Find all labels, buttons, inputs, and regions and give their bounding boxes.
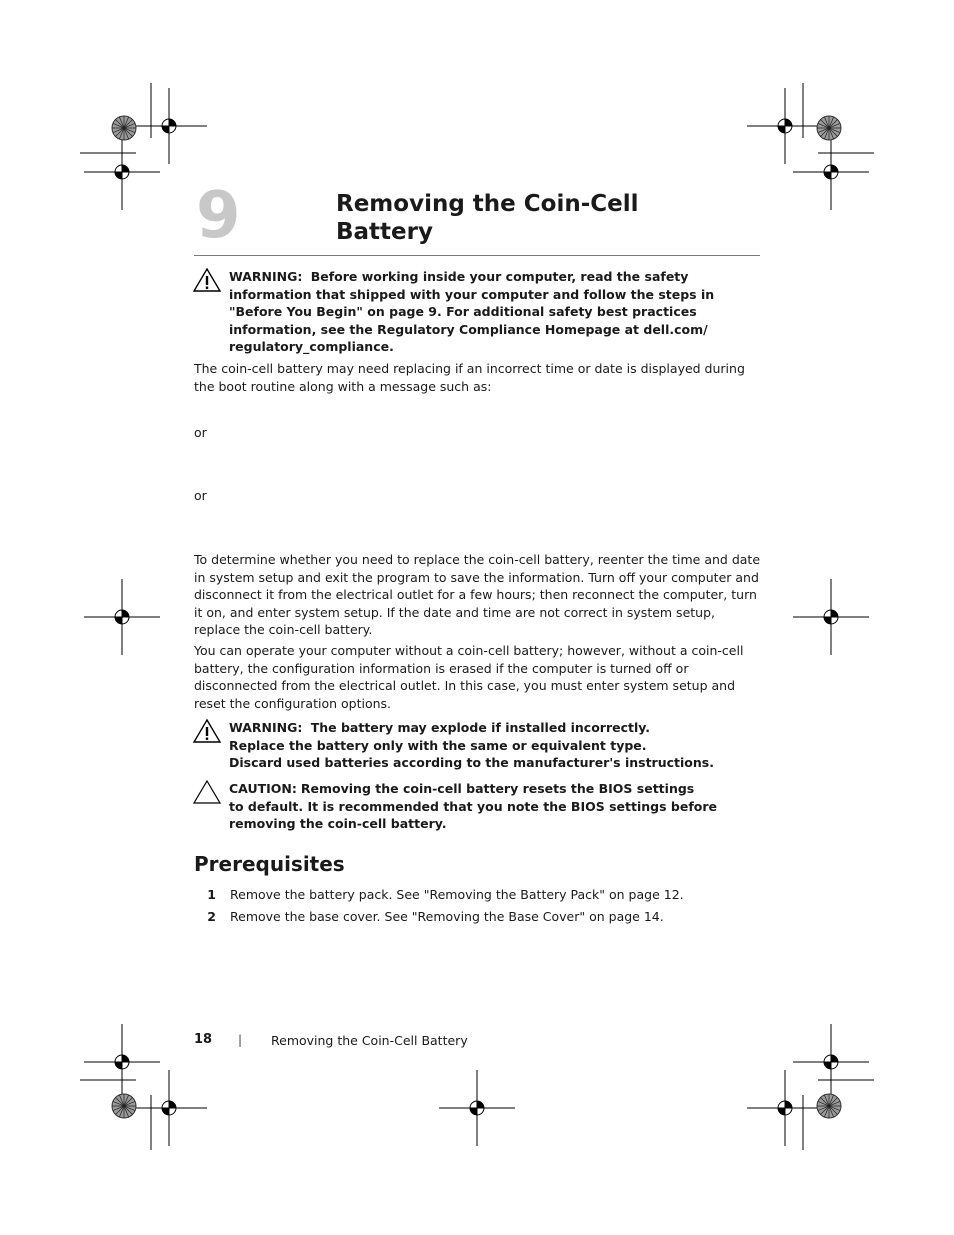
chapter-number: 9: [196, 179, 241, 253]
warning-label: WARNING:: [229, 720, 303, 735]
or-text: or: [194, 488, 207, 503]
registration-mark-icon: [439, 1070, 515, 1146]
warning-triangle-icon: [193, 268, 221, 292]
registration-mark-icon: [131, 1070, 207, 1146]
warning-line: Discard used batteries according to the manufacturer's instructions.: [229, 755, 714, 770]
color-bar-icon: [817, 116, 841, 140]
chapter-title: [336, 190, 756, 246]
warning-line: regulatory_compliance.: [229, 339, 394, 354]
warning-text: [229, 719, 761, 772]
or-text: or: [194, 425, 207, 440]
caution-line: removing the coin-cell battery.: [229, 816, 447, 831]
warning-notice: [193, 719, 761, 772]
warning-notice: [193, 268, 761, 356]
intro-paragraph: The coin-cell battery may need replacing if an incorrect time or date is displayed during the boot routine along with a message such as:: [194, 361, 745, 394]
registration-mark-icon: [747, 1070, 823, 1146]
caution-triangle-icon: [193, 780, 221, 804]
registration-mark-icon: [793, 579, 869, 655]
registration-mark-icon: [84, 579, 160, 655]
registration-mark-icon: [84, 134, 160, 210]
color-bar-icon: [112, 1094, 136, 1118]
step-text: Remove the base cover. See "Removing the Base Cover" on page 14.: [230, 909, 664, 924]
caution-label: CAUTION:: [229, 781, 297, 796]
warning-line: WARNING: Before working inside your computer, read the safety: [229, 269, 689, 284]
caution-text: [229, 780, 761, 833]
warning-label: WARNING:: [229, 269, 303, 284]
step-number: 1: [207, 887, 216, 902]
list-item: [194, 886, 760, 904]
determine-paragraph: To determine whether you need to replace the coin-cell battery, reenter the time and date in system setup and exit the program to save the information. Turn off your computer and disconnect it from the electrical outlet for a few hours; then reconnect the computer, turn it on, and enter system setup. If the date and time are not correct in system setup, replace the coin-cell battery.: [194, 552, 761, 637]
warning-triangle-icon: [193, 719, 221, 743]
prerequisites-heading: Prerequisites: [194, 852, 345, 876]
caution-notice: [193, 780, 761, 833]
chapter-title-line: Removing the Coin-Cell: [336, 191, 639, 217]
footer-title: Removing the Coin-Cell Battery: [271, 1033, 468, 1048]
registration-mark-icon: [793, 134, 869, 210]
color-bar-icon: [817, 1094, 841, 1118]
color-bar-icon: [112, 116, 136, 140]
footer-separator: |: [238, 1033, 243, 1047]
operate-paragraph: You can operate your computer without a coin-cell battery; however, without a coin-cell battery, the configuration information is erased if the computer is turned off or disconnected from the electrical outlet. In this case, you must enter system setup and reset the configuration options.: [194, 643, 744, 711]
warning-text: [229, 268, 761, 356]
step-text: Remove the battery pack. See "Removing the Battery Pack" on page 12.: [230, 887, 684, 902]
registration-mark-icon: [131, 88, 207, 164]
list-item: [194, 908, 760, 926]
caution-line: to default. It is recommended that you note the BIOS settings before: [229, 798, 717, 814]
page-number: 18: [194, 1032, 213, 1047]
title-divider: [194, 255, 760, 256]
step-number: 2: [207, 909, 216, 924]
warning-line: information that shipped with your computer and follow the steps in: [229, 286, 715, 302]
warning-line: Replace the battery only with the same or equivalent type.: [229, 737, 647, 753]
registration-mark-icon: [747, 88, 823, 164]
registration-mark-icon: [84, 1024, 160, 1100]
chapter-title-line: Battery: [336, 219, 433, 245]
warning-line: "Before You Begin" on page 9. For additional safety best practices: [229, 304, 697, 319]
registration-mark-icon: [793, 1024, 869, 1100]
warning-line: WARNING: The battery may explode if installed incorrectly.: [229, 720, 651, 735]
warning-line: information, see the Regulatory Compliance Homepage at dell.com/: [229, 321, 708, 337]
caution-line: CAUTION: Removing the coin-cell battery resets the BIOS settings: [229, 781, 695, 796]
